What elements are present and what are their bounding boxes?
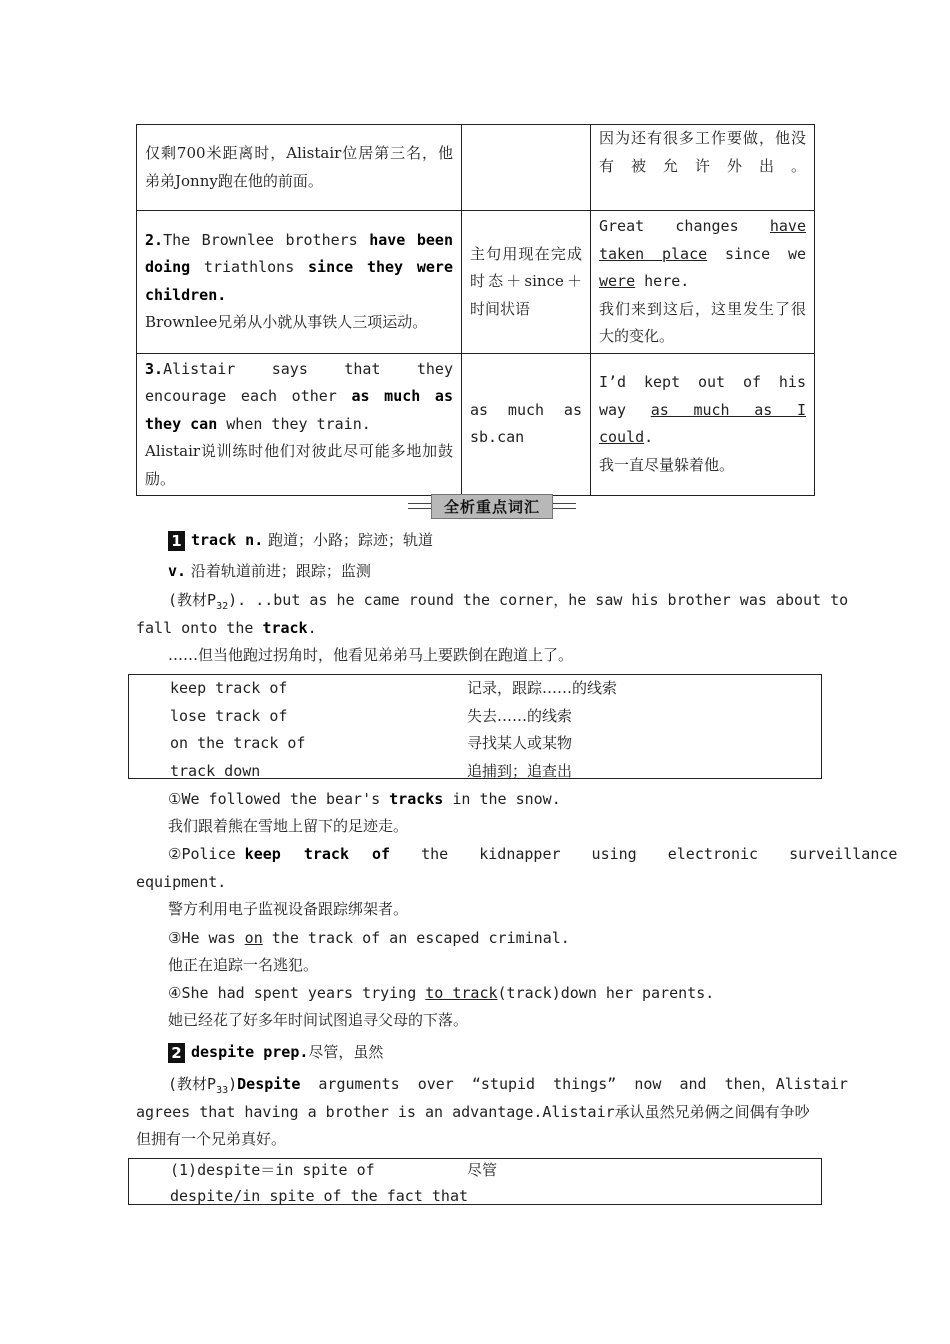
example-english xyxy=(599,213,806,296)
example-translation: 我一直尽量躲着他。 xyxy=(599,455,735,474)
sentence-translation: 仅剩700米距离时，Alistair位居第三名，他弟弟Jonny跑在他的前面。 xyxy=(145,144,453,190)
textbook-sentence-line3: 但拥有一个兄弟真好。 xyxy=(136,1130,287,1148)
example-part: . xyxy=(644,428,654,447)
structure-cell xyxy=(462,353,591,496)
textbook-text: fall onto the xyxy=(136,619,263,637)
phrase-chinese: 寻找某人或某物 xyxy=(467,734,573,752)
table-row xyxy=(137,353,815,496)
example-translation: 因为还有很多工作要做，他没有被允许外出。 xyxy=(599,129,806,175)
textbook-ref: (教材P xyxy=(168,1075,217,1093)
section-title: 全析重点词汇 xyxy=(431,494,553,519)
example-1 xyxy=(168,785,561,813)
textbook-sentence-line2 xyxy=(136,614,317,642)
item-number: 2. xyxy=(145,230,164,249)
phrase-row xyxy=(129,1159,821,1181)
phrase-english: (1)despite＝in spite of xyxy=(170,1161,375,1179)
textbook-ref: (教材P xyxy=(168,591,217,609)
sentence-translation: Alistair说训练时他们对彼此尽可能多地加鼓励。 xyxy=(145,442,453,488)
phrase-english: on the track of xyxy=(170,734,306,752)
textbook-page: 33 xyxy=(216,1085,229,1096)
verb-meaning: 沿着轨道前进；跟踪；监测 xyxy=(190,562,371,580)
answer: on xyxy=(244,929,263,947)
example-4-translation: 她已经花了好多年时间试图追寻父母的下落。 xyxy=(168,1011,469,1029)
example-part: ③He was xyxy=(168,929,245,947)
sentence-part: Alistair says that they encourage each other xyxy=(145,359,453,405)
phrase-english: lose track of xyxy=(170,706,288,725)
keyword: Despite xyxy=(237,1075,301,1093)
table-row xyxy=(137,211,815,354)
sentence-english xyxy=(145,227,453,310)
headword: track n. xyxy=(191,531,264,549)
example-4 xyxy=(168,979,714,1007)
item-number: 3. xyxy=(145,359,164,378)
phrase-box xyxy=(128,1158,822,1205)
phrase-box xyxy=(128,674,822,779)
example-3-translation: 他正在追踪一名逃犯。 xyxy=(168,956,319,974)
verb-meaning-line xyxy=(168,557,371,585)
sentence-part: when they train. xyxy=(217,414,371,433)
phrase-chinese: 追捕到；追查出 xyxy=(467,761,573,780)
example-part: since we xyxy=(707,244,807,263)
phrase-chinese: 记录，跟踪……的线索 xyxy=(467,679,618,697)
structure-cell xyxy=(462,125,591,211)
sentence-cell xyxy=(137,353,462,496)
headword-meaning: 跑道；小路；踪迹；轨道 xyxy=(268,531,434,549)
example-cell xyxy=(591,353,815,496)
textbook-translation: ……但当他跑过拐角时，他看见弟弟马上要跌倒在跑道上了。 xyxy=(168,646,574,664)
keyword: keep track of xyxy=(244,845,391,863)
structure-cell xyxy=(462,211,591,354)
phrase-row xyxy=(129,703,821,731)
phrase-row xyxy=(129,730,821,758)
sentence-key: since they were children. xyxy=(145,258,453,304)
phrase-row xyxy=(129,1181,821,1203)
example-2-translation: 警方利用电子监视设备跟踪绑架者。 xyxy=(168,900,409,918)
example-cell xyxy=(591,125,815,211)
word-heading xyxy=(168,526,433,554)
example-answer: have taken place xyxy=(599,217,806,263)
example-part: the track of an escaped criminal. xyxy=(262,929,570,947)
textbook-text: arguments over “stupid things” now and then，Alistair xyxy=(300,1075,848,1093)
word-number-badge: 1 xyxy=(168,531,185,551)
example-part: ②Police xyxy=(168,845,245,863)
word-number-badge: 2 xyxy=(168,1043,185,1063)
section-banner xyxy=(408,494,576,518)
phrase-chinese: 失去……的线索 xyxy=(467,706,573,725)
example-answer: were xyxy=(599,272,636,290)
table-row xyxy=(137,125,815,211)
textbook-text: ). ..but as he came round the corner，he saw his brother was about to xyxy=(228,591,849,609)
sentence-analysis-table xyxy=(136,124,815,496)
sentence-key: as much as they can xyxy=(145,387,453,433)
phrase-row xyxy=(129,758,821,786)
phrase-english: track down xyxy=(170,761,261,780)
example-part: (track)down her parents. xyxy=(497,984,715,1002)
phrase-english: despite/in spite of the fact that xyxy=(170,1187,469,1205)
example-part: I’d kept out of his way xyxy=(599,373,806,419)
textbook-sentence-line2: agrees that having a brother is an advantage.Alistair承认虽然兄弟俩之间偶有争吵 xyxy=(136,1103,810,1121)
phrase-chinese: 尽管 xyxy=(467,1161,498,1179)
example-part: ④She had spent years trying xyxy=(168,984,426,1002)
example-part: in the snow. xyxy=(443,790,561,808)
structure-text: as much as sb.can xyxy=(470,400,582,447)
headword-meaning: 尽管，虽然 xyxy=(308,1043,384,1061)
sentence-cell xyxy=(137,211,462,354)
answer: to track xyxy=(425,984,498,1002)
sentence-part: The Brownlee brothers xyxy=(163,230,370,249)
example-translation: 我们来到这后，这里发生了很大的变化。 xyxy=(599,299,806,345)
example-part: the kidnapper using electronic surveillance xyxy=(390,845,898,863)
sentence-part: triathlons xyxy=(190,258,309,277)
example-cell xyxy=(591,211,815,354)
sentence-english xyxy=(145,356,453,439)
example-2 xyxy=(168,840,898,868)
pos-label: v. xyxy=(168,562,187,580)
phrase-row xyxy=(129,675,821,703)
sentence-key: have been doing xyxy=(145,230,453,277)
example-2-continued: equipment. xyxy=(136,873,227,891)
structure-text: 主句用现在完成时态＋since＋时间状语 xyxy=(470,244,582,318)
example-1-translation: 我们跟着熊在雪地上留下的足迹走。 xyxy=(168,817,409,835)
keyword: tracks xyxy=(389,790,444,808)
example-answer: as much as I could xyxy=(599,400,806,447)
textbook-ref: ) xyxy=(228,1075,238,1093)
example-3 xyxy=(168,924,570,952)
textbook-text: . xyxy=(307,619,317,637)
example-part: Great changes xyxy=(599,217,770,235)
example-part: here. xyxy=(635,272,690,290)
sentence-cell xyxy=(137,125,462,211)
sentence-translation: Brownlee兄弟从小就从事铁人三项运动。 xyxy=(145,313,428,332)
example-part: ①We followed the bear's xyxy=(168,790,390,808)
example-english xyxy=(599,369,806,452)
keyword: track xyxy=(262,619,308,637)
phrase-english: keep track of xyxy=(170,679,288,697)
banner-line-left xyxy=(408,503,431,509)
textbook-page: 32 xyxy=(216,601,229,612)
headword: despite prep. xyxy=(191,1043,309,1061)
banner-line-right xyxy=(553,503,576,509)
word-heading xyxy=(168,1038,383,1066)
